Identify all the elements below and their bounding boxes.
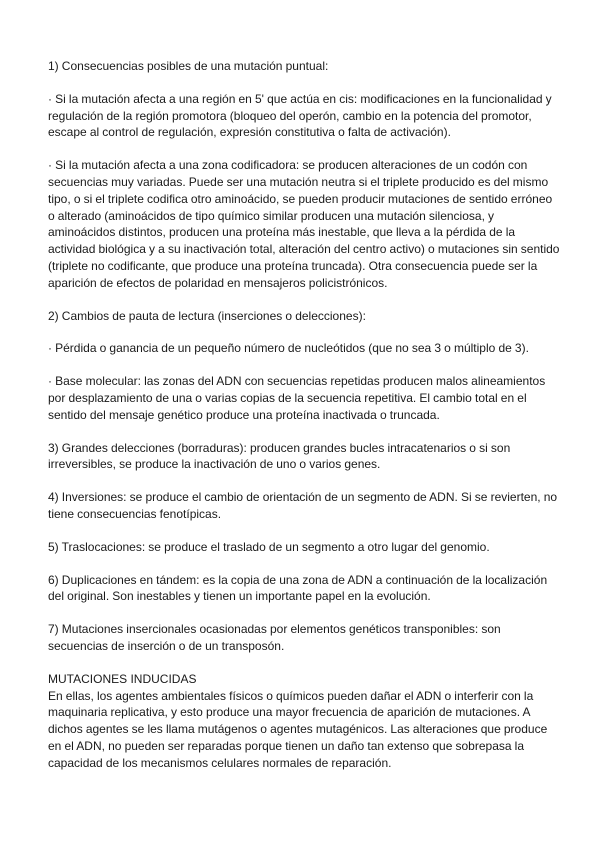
induced-mutations-heading: MUTACIONES INDUCIDAS [48,671,197,686]
paragraph-nucleotide-loss: · Pérdida o ganancia de un pequeño número de nucleótidos (que no sea 3 o múltiplo de 3). [48,341,529,356]
paragraph-frameshift-title: 2) Cambios de pauta de lectura (inserciones o delecciones): [48,308,366,323]
paragraph-molecular-basis: · Base molecular: las zonas del ADN con secuencias repetidas producen malos alineamientos por desplazamiento de una o varias copias de la secuencia repetitiva. El cambio total en el sentido del mensaje genético produce una proteína inactivada o truncada. [48,374,546,422]
induced-mutations-section [48,671,560,772]
paragraph-inversions: 4) Inversiones: se produce el cambio de orientación de un segmento de ADN. Si se revierten, no tiene consecuencias fenotípicas. [48,490,558,521]
induced-mutations-body: En ellas, los agentes ambientales físicos o químicos pueden dañar el ADN o interferir con la maquinaria replicativa, y esto produce una mayor frecuencia de aparición de mutaciones. A dichos agentes se les llama mutágenos o agentes mutagénicos. Las alteraciones que produce en el ADN, no pueden ser reparadas porque tienen un daño tan extenso que sobrepasa la capacidad de los mecanismos celulares normales de reparación. [48,688,548,770]
paragraph-translocations: 5) Traslocaciones: se produce el traslado de un segmento a otro lugar del genomio. [48,539,490,554]
paragraph-insertional-mutations: 7) Mutaciones insercionales ocasionadas por elementos genéticos transponibles: son secuencias de inserción o de un transposón. [48,622,501,653]
paragraph-large-deletions: 3) Grandes delecciones (borraduras): producen grandes bucles intracatenarios o si son irreversibles, se produce la inactivación de uno o varios genes. [48,440,511,472]
paragraph-coding-region: · Si la mutación afecta a una zona codificadora: se producen alteraciones de un codón con secuencias muy variadas. Puede ser una mutación neutra si el triplete producido es del mismo tipo, o si el triplete codifica otro aminoácido, se pueden producir mutaciones de sentido erróneo o alterado (aminoácidos de tipo químico similar producen una mutación silenciosa, y aminoácidos distintos, producen una proteína más inestable, que lleva a la pérdida de la actividad biológica y a su inactivación total, alteración del centro activo) o mutaciones sin sentido (triplete no codificante, que produce una proteína truncada). Otra consecuencia puede ser la aparición de efectos de polaridad en mensajeros policistrónicos. [48,158,560,290]
paragraph-promoter-region: · Si la mutación afecta a una región en 5' que actúa en cis: modificaciones en la funcionalidad y regulación de la región promotora (bloqueo del operón, cambio en la potencia del promotor, escape al control de regulación, expresión constitutiva o falta de activación). [48,91,552,140]
paragraph-tandem-duplications: 6) Duplicaciones en tándem: es la copia de una zona de ADN a continuación de la localización del original. Son inestables y tienen un importante papel en la evolución. [48,572,548,604]
paragraph-point-mutation-title: 1) Consecuencias posibles de una mutación puntual: [48,59,329,73]
